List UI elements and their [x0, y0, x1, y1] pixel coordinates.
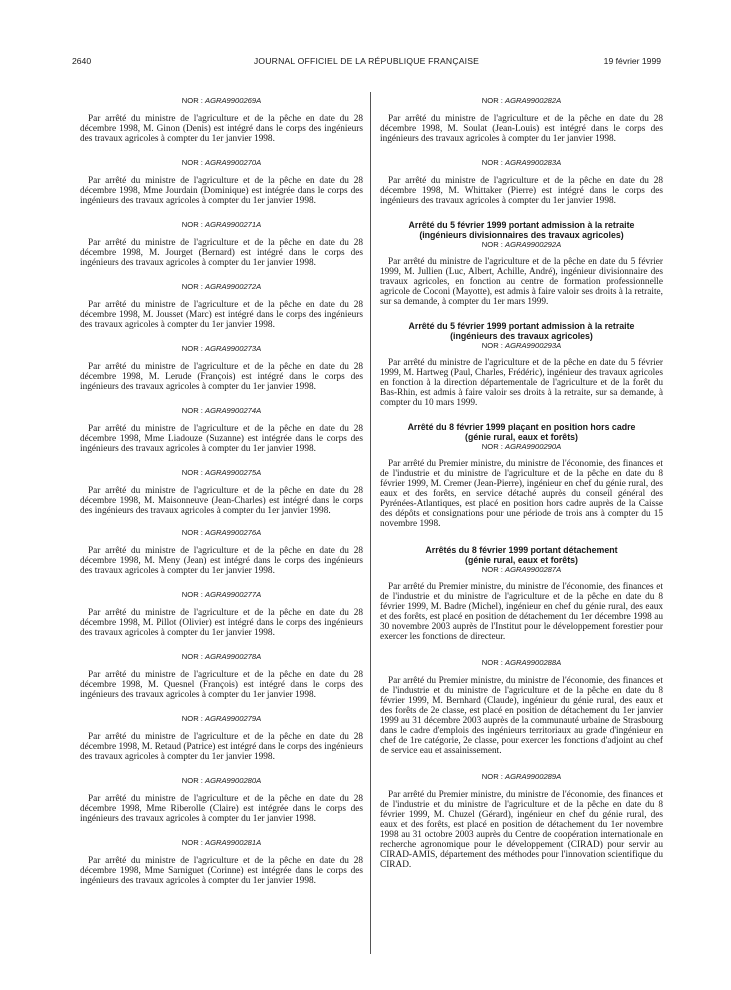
right-column — [380, 96, 663, 870]
decree-section — [380, 545, 663, 642]
section-subtitle: (ingénieurs des travaux agricoles) — [450, 331, 593, 341]
left-column — [80, 96, 363, 886]
nor-code: AGRA9900287A — [505, 565, 562, 574]
decree-section — [380, 422, 663, 529]
journal-title: JOURNAL OFFICIEL DE LA RÉPUBLIQUE FRANÇAISE — [253, 56, 480, 66]
notice-text: Par arrêté du ministre de l'agriculture et de la pêche en date du 28 décembre 1998, M. Quesnel (François) est intégré dans le corps des ingénieurs des travaux agricoles à compter du 1er janvier 1998. — [80, 670, 363, 700]
nor-reference: NOR : AGRA9900269A — [181, 96, 262, 105]
nor-code: AGRA9900282A — [505, 96, 562, 105]
section-subtitle: (génie rural, eaux et forêts) — [465, 555, 578, 565]
nor-code: AGRA9900279A — [205, 714, 262, 723]
notice — [380, 96, 663, 144]
notice-text: Par arrêté du ministre de l'agriculture et de la pêche en date du 28 décembre 1998, Mme Sarniguet (Corinne) est intégrée dans le corps des ingénieurs des travaux agricoles à compter du 1er janvier 1998. — [80, 856, 363, 886]
nor-reference: NOR : AGRA9900273A — [181, 344, 262, 353]
notice-text: Par arrêté du ministre de l'agriculture et de la pêche en date du 28 décembre 1998, M. Jourget (Bernard) est intégré dans le corps des ingénieurs des travaux agricoles à compter du 1er janvier 1998. — [80, 238, 363, 268]
nor-code: AGRA9900280A — [205, 776, 262, 785]
nor-reference: NOR : AGRA9900292A — [481, 240, 562, 249]
notice-text: Par arrêté du ministre de l'agriculture et de la pêche en date du 28 décembre 1998, M. Lerude (François) est intégré dans le corps des ingénieurs des travaux agricoles à compter du 1er janvier 1998. — [80, 362, 363, 392]
nor-code: AGRA9900269A — [205, 96, 262, 105]
nor-reference: NOR : AGRA9900287A — [481, 565, 562, 574]
notice-text: Par arrêté du ministre de l'agriculture et de la pêche en date du 28 décembre 1998, M. Meny (Jean) est intégré dans le corps des ingénieurs des travaux agricoles à compter du 1er janvier 1998. — [80, 546, 363, 576]
column-divider — [370, 92, 371, 954]
notice-text: Par arrêté du ministre de l'agriculture et de la pêche en date du 28 décembre 1998, M. Retaud (Patrice) est intégré dans le corps des ingénieurs des travaux agricoles à compter du 1er janvier 1998. — [80, 732, 363, 762]
decree-section — [380, 220, 663, 307]
notice — [380, 158, 663, 206]
notice — [80, 220, 363, 268]
notice-text: Par arrêté du ministre de l'agriculture et de la pêche en date du 28 décembre 1998, M. Soulat (Jean-Louis) est intégré dans le corps des ingénieurs des travaux agricoles à compter du 1er janvier 1998. — [380, 114, 663, 144]
notice-text: Par arrêté du Premier ministre, du ministre de l'économie, des finances et de l'industrie et du ministre de l'agriculture et de la pêche en date du 8 février 1999, M. Chuzel (Gérard), ingénieur en chef du génie rural, des eaux et des forêts, est placé en position de détachement du 1er novembre 1998 au 31 octobre 2003 auprès du Centre de coopération internationale en recherche agronomique pour le développement (CIRAD) pour servir au CIRAD-AMIS, département des méthodes pour l'innovation scientifique du CIRAD. — [380, 790, 663, 870]
nor-reference: NOR : AGRA9900281A — [181, 838, 262, 847]
nor-reference: NOR : AGRA9900278A — [181, 652, 262, 661]
section-subtitle: (génie rural, eaux et forêts) — [465, 432, 578, 442]
nor-reference: NOR : AGRA9900282A — [481, 96, 562, 105]
nor-reference: NOR : AGRA9900270A — [181, 158, 262, 167]
nor-reference: NOR : AGRA9900289A — [481, 772, 562, 781]
notice-text: Par arrêté du ministre de l'agriculture et de la pêche en date du 5 février 1999, M. Jullien (Luc, Albert, Achille, André), ingénieur divisionnaire des travaux agricoles, en fonction au centre de formation professionnelle agricole de Coconi (Mayotte), est admis à faire valoir ses droits à la retraite, sur sa demande, à compter du 1er mars 1999. — [380, 257, 663, 307]
nor-reference: NOR : AGRA9900275A — [181, 468, 262, 477]
nor-reference: NOR : AGRA9900279A — [181, 714, 262, 723]
nor-reference: NOR : AGRA9900276A — [181, 528, 262, 537]
notice — [80, 282, 363, 330]
nor-reference: NOR : AGRA9900272A — [181, 282, 262, 291]
section-title: Arrêtés du 8 février 1999 portant détachement — [425, 545, 618, 555]
issue-date: 19 février 1999 — [603, 56, 661, 66]
notice-text: Par arrêté du ministre de l'agriculture et de la pêche en date du 5 février 1999, M. Hartweg (Paul, Charles, Frédéric), ingénieur des travaux agricoles en fonction à la direction départementale de l'agriculture et de la forêt du Bas-Rhin, est admis à faire valoir ses droits à la retraite, sur sa demande, à compter du 10 mars 1999. — [380, 358, 663, 408]
notice-text: Par arrêté du ministre de l'agriculture et de la pêche en date du 28 décembre 1998, Mme Riberolle (Claire) est intégrée dans le corps des ingénieurs des travaux agricoles à compter du 1er janvier 1998. — [80, 794, 363, 824]
section-title: Arrêté du 8 février 1999 plaçant en position hors cadre — [407, 422, 636, 432]
page-number: 2640 — [72, 56, 92, 66]
nor-reference: NOR : AGRA9900290A — [481, 442, 562, 451]
nor-reference: NOR : AGRA9900280A — [181, 776, 262, 785]
nor-reference: NOR : AGRA9900283A — [481, 158, 562, 167]
notice-text: Par arrêté du Premier ministre, du ministre de l'économie, des finances et de l'industrie et du ministre de l'agriculture et de la pêche en date du 8 février 1999, M. Badre (Michel), ingénieur en chef du génie rural, des eaux et des forêts, est placé en position de détachement du 1er décembre 1998 au 30 novembre 2003 auprès de l'Institut pour le développement forestier pour exercer les fonctions de directeur. — [380, 582, 663, 642]
notice-text: Par arrêté du ministre de l'agriculture et de la pêche en date du 28 décembre 1998, Mme Jourdain (Dominique) est intégrée dans le corps des ingénieurs des travaux agricoles à compter du 1er janvier 1998. — [80, 176, 363, 206]
nor-code: AGRA9900272A — [205, 282, 262, 291]
nor-reference: NOR : AGRA9900293A — [481, 341, 562, 350]
nor-code: AGRA9900275A — [205, 468, 262, 477]
nor-reference: NOR : AGRA9900277A — [181, 590, 262, 599]
notice-text: Par arrêté du ministre de l'agriculture et de la pêche en date du 28 décembre 1998, M. Ginon (Denis) est intégré dans le corps des ingénieurs des travaux agricoles à compter du 1er janvier 1998. — [80, 114, 363, 144]
notice — [380, 772, 663, 870]
notice — [80, 590, 363, 638]
notice — [80, 652, 363, 700]
notice — [380, 658, 663, 756]
notice — [80, 344, 363, 392]
section-title: Arrêté du 5 février 1999 portant admission à la retraite — [408, 321, 635, 331]
nor-reference: NOR : AGRA9900271A — [181, 220, 262, 229]
nor-code: AGRA9900274A — [205, 406, 262, 415]
nor-reference: NOR : AGRA9900288A — [481, 658, 562, 667]
notice — [80, 158, 363, 206]
nor-code: AGRA9900289A — [505, 772, 562, 781]
nor-code: AGRA9900278A — [205, 652, 262, 661]
notice-text: Par arrêté du Premier ministre, du ministre de l'économie, des finances et de l'industrie et du ministre de l'agriculture et de la pêche en date du 8 février 1999, M. Cremer (Jean-Pierre), ingénieur en chef du génie rural, des eaux et des forêts, en service détaché auprès du conseil général des Pyrénées-Atlantiques, est placé en position hors cadre auprès de la Caisse des dépôts et consignations pour une période de trois ans à compter du 15 novembre 1998. — [380, 459, 663, 529]
decree-section — [380, 321, 663, 408]
nor-code: AGRA9900281A — [205, 838, 262, 847]
notice — [80, 838, 363, 886]
notice — [80, 96, 363, 144]
nor-code: AGRA9900288A — [505, 658, 562, 667]
nor-code: AGRA9900270A — [205, 158, 262, 167]
notice — [80, 468, 363, 516]
notice — [80, 528, 363, 576]
page-header — [72, 56, 661, 70]
notice-text: Par arrêté du ministre de l'agriculture et de la pêche en date du 28 décembre 1998, M. Jousset (Marc) est intégré dans le corps des ingénieurs des travaux agricoles à compter du 1er janvier 1998. — [80, 300, 363, 330]
nor-code: AGRA9900293A — [505, 341, 562, 350]
nor-code: AGRA9900277A — [205, 590, 262, 599]
notice-text: Par arrêté du ministre de l'agriculture et de la pêche en date du 28 décembre 1998, Mme Liadouze (Suzanne) est intégrée dans le corps des ingénieurs des travaux agricoles à compter du 1er janvier 1998. — [80, 424, 363, 454]
notice — [80, 776, 363, 824]
notice-text: Par arrêté du ministre de l'agriculture et de la pêche en date du 28 décembre 1998, M. Whittaker (Pierre) est intégré dans le corps des ingénieurs des travaux agricoles à compter du 1er janvier 1998. — [380, 176, 663, 206]
nor-code: AGRA9900276A — [205, 528, 262, 537]
section-subtitle: (ingénieurs divisionnaires des travaux agricoles) — [419, 230, 624, 240]
nor-code: AGRA9900273A — [205, 344, 262, 353]
notice — [80, 406, 363, 454]
nor-code: AGRA9900290A — [505, 442, 562, 451]
nor-code: AGRA9900271A — [205, 220, 262, 229]
nor-code: AGRA9900283A — [505, 158, 562, 167]
nor-code: AGRA9900292A — [505, 240, 562, 249]
nor-reference: NOR : AGRA9900274A — [181, 406, 262, 415]
notice-text: Par arrêté du ministre de l'agriculture et de la pêche en date du 28 décembre 1998, M. Pillot (Olivier) est intégré dans le corps des ingénieurs des travaux agricoles à compter du 1er janvier 1998. — [80, 608, 363, 638]
notice — [80, 714, 363, 762]
notice-text: Par arrêté du Premier ministre, du ministre de l'économie, des finances et de l'industrie et du ministre de l'agriculture et de la pêche en date du 8 février 1999, M. Bernhard (Claude), ingénieur du génie rural, des eaux et des forêts de 2e classe, est placé en position de détachement du 1er janvier 1999 au 31 décembre 2003 auprès de la communauté urbaine de Strasbourg dans le cadre d'emplois des ingénieurs territoriaux au grade d'ingénieur en chef de 1re catégorie, 2e classe, pour exercer les fonctions d'adjoint au chef de service eau et assainissement. — [380, 676, 663, 756]
section-title: Arrêté du 5 février 1999 portant admission à la retraite — [408, 220, 635, 230]
notice-text: Par arrêté du ministre de l'agriculture et de la pêche en date du 28 décembre 1998, M. Maisonneuve (Jean-Charles) est intégré dans le corps des ingénieurs des travaux agricoles à compter du 1er janvier 1998. — [80, 486, 363, 516]
